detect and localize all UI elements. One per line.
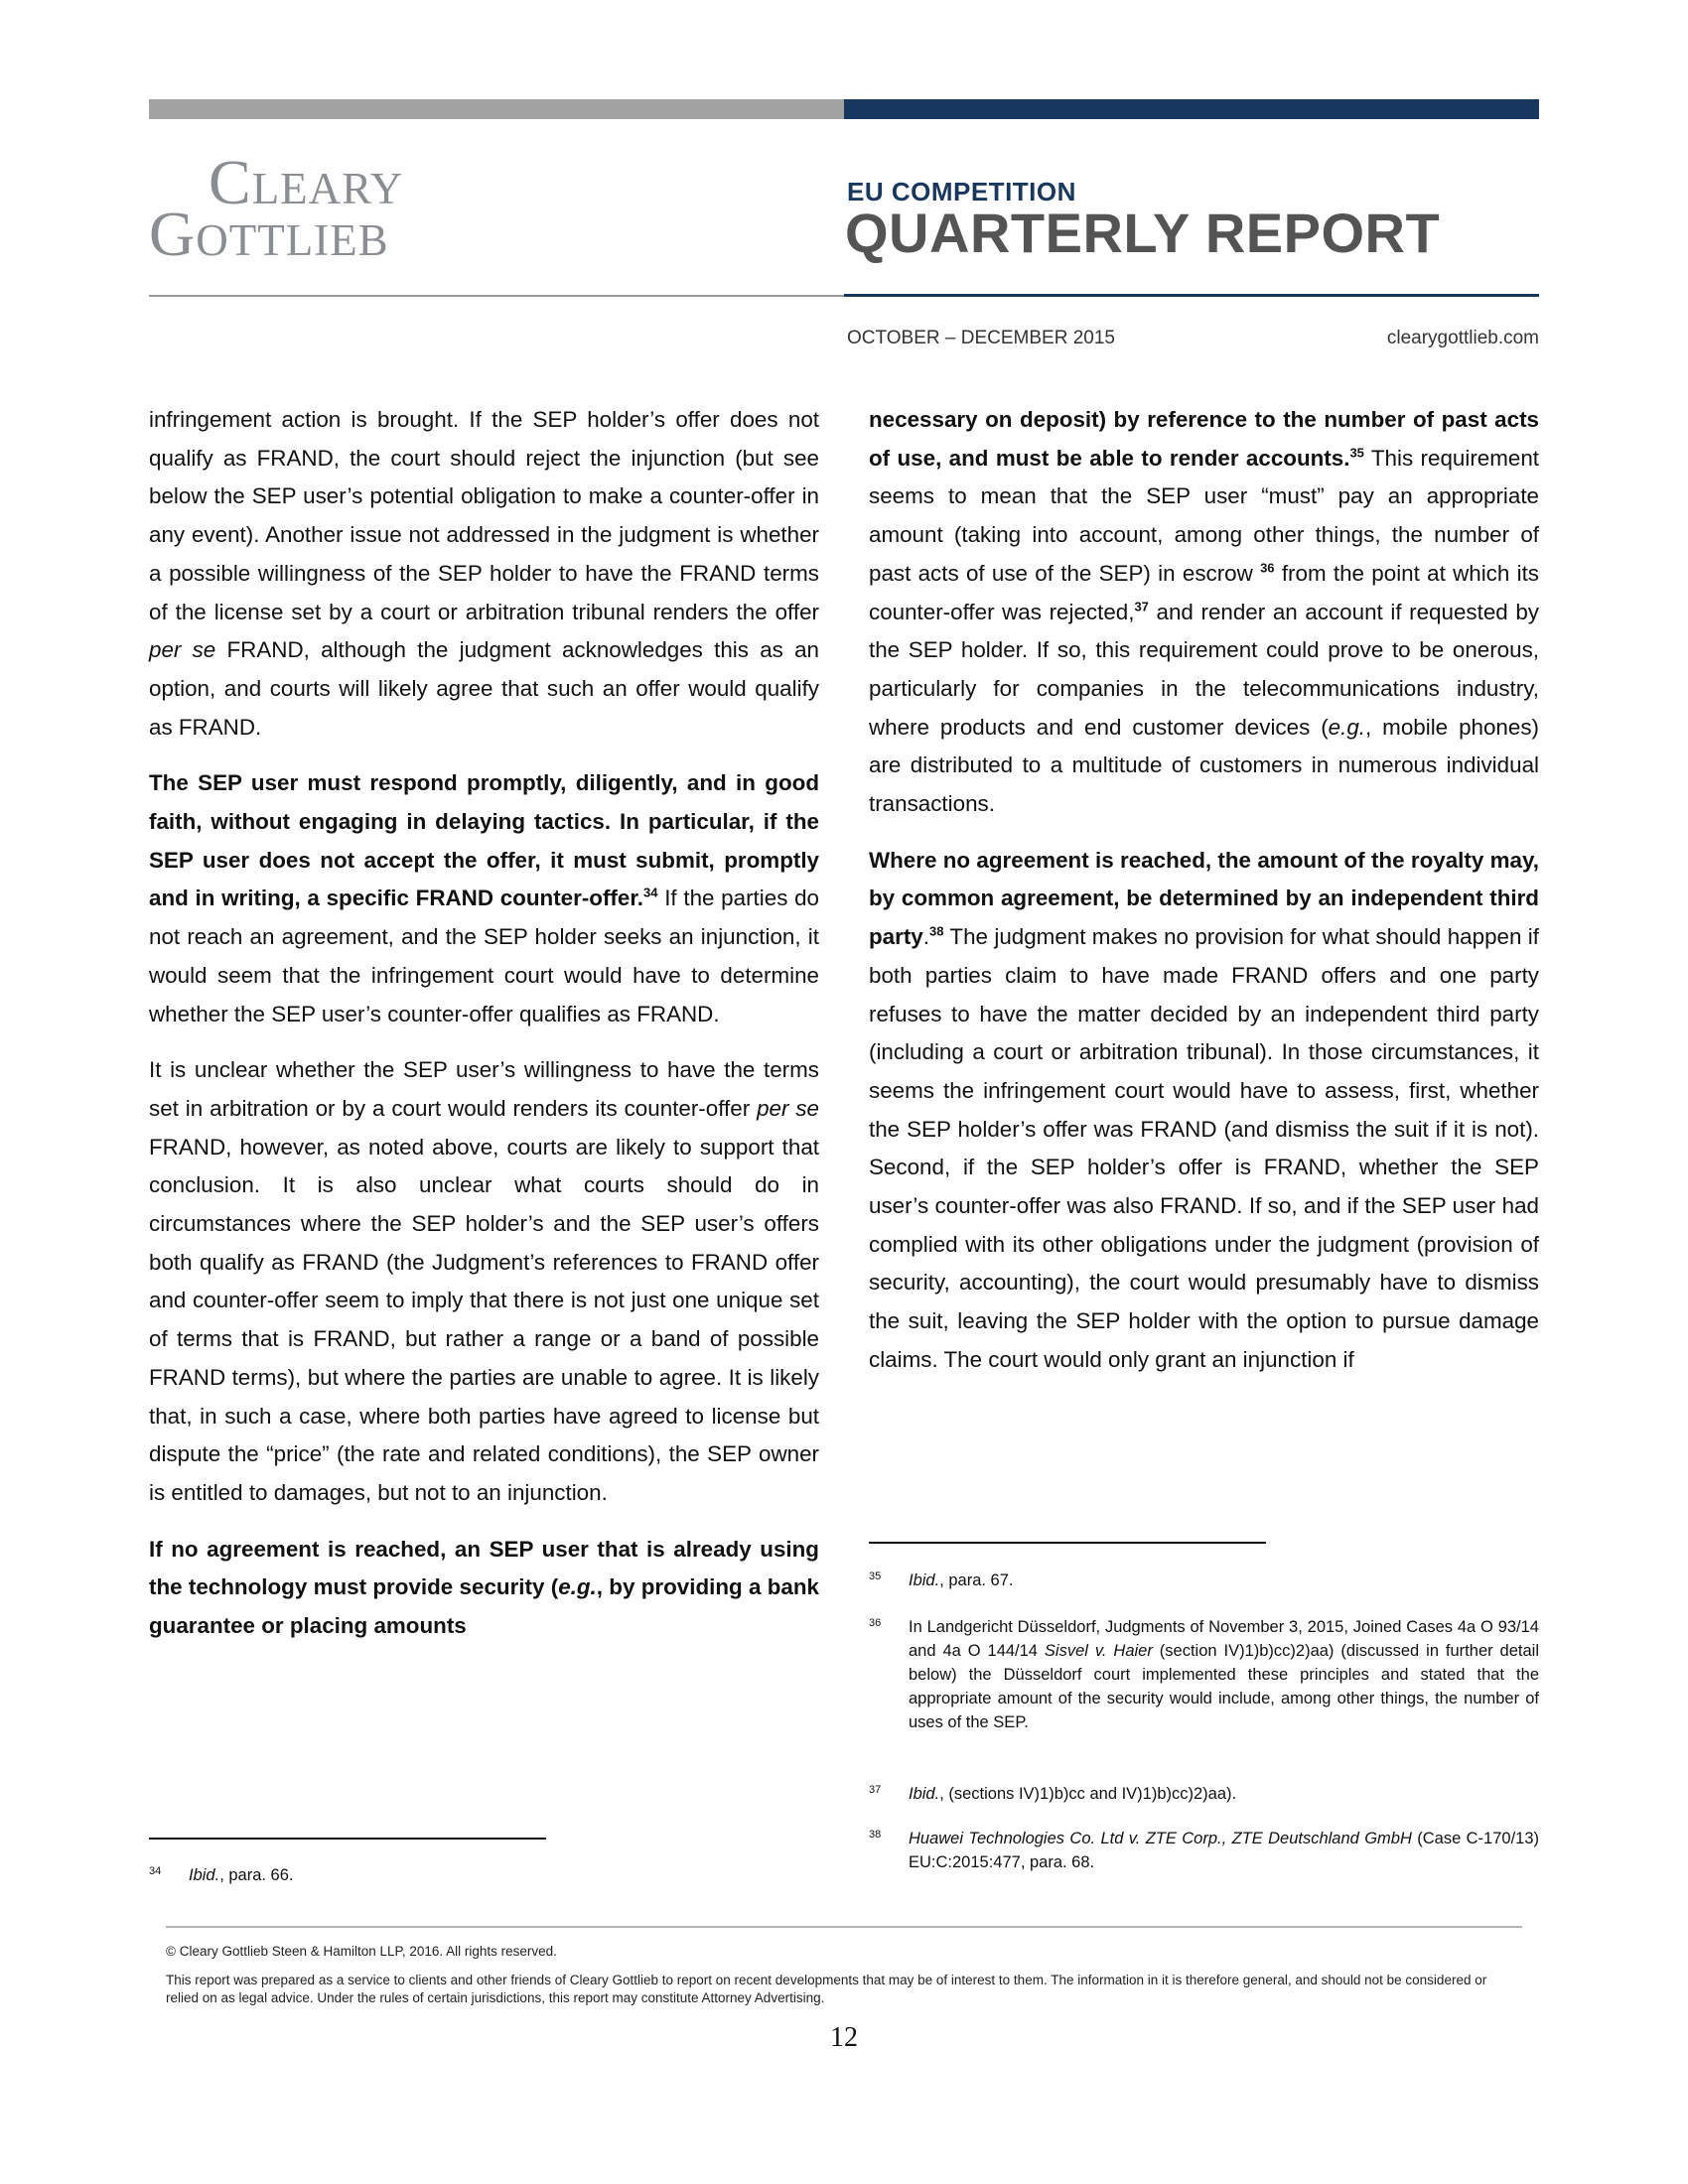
italic-run: Sisvel v. Haier [1044, 1642, 1153, 1660]
footer-rule [166, 1926, 1522, 1928]
footnote-34 [149, 1863, 819, 1887]
eu-competition-label: EU COMPETITION [847, 177, 1076, 206]
right-paragraph-1 [869, 401, 1539, 824]
right-paragraph-2 [869, 842, 1539, 1380]
left-column [149, 401, 819, 1664]
left-footnote-rule [149, 1838, 546, 1840]
text-run: The judgment makes no provision for what should happen if both parties claim to have made FRAND offers and one party refuses to have the matter decided by an independent third party (including a court or arbitration tribunal). In those circumstances, it seems the infringement court would have to assess, first, whether the SEP holder’s offer was FRAND (and dismiss the suit if it is not). Second, if the SEP holder’s offer is FRAND, whether the SEP user’s counter-offer was also FRAND. If so, and if the SEP user had complied with its other obligations under the judgment (provision of security, accounting), the court would presumably have to dismiss the suit, leaving the SEP holder with the option to pursue damage claims. The court would only grant an injunction if [869, 924, 1539, 1372]
bold-run: Where no agreement is reached, the amount of the royalty may, by common agreement, be determined by an independent third party [869, 847, 1539, 950]
text-run: infringement action is brought. If the SEP holder’s offer does not qualify as FRAND, the court should reject the injunction (but see below the SEP user’s potential obligation to make a counter-offer in any event). Another issue not addressed in the judgment is whether a possible willingness of the SEP holder to have the FRAND terms of the license set by a court or arbitration tribunal renders the offer [149, 407, 819, 624]
cleary-gottlieb-logo [149, 147, 404, 269]
left-paragraph-4 [149, 1531, 819, 1646]
italic-run: per se [757, 1095, 819, 1121]
footnote-ref-38[interactable]: 38 [929, 923, 944, 939]
footnote-text: , para. 67. [939, 1571, 1014, 1589]
text-run: . [922, 924, 929, 950]
footnote-text: , para. 66. [219, 1866, 294, 1884]
bold-run: necessary on deposit) by reference to the number of past acts of use, and must be able to render accounts. [869, 407, 1539, 471]
header-navy-bar [844, 99, 1539, 119]
footnote-ref-35[interactable]: 35 [1349, 445, 1364, 461]
page-number: 12 [830, 2022, 858, 2053]
disclaimer: This report was prepared as a service to clients and other friends of Cleary Gottlieb to report on recent developments that may be of interest to them. The information in it is therefore general, and should not be considered or relied on as legal advice. Under the rules of certain jurisdictions, this report may constitute Attorney Advertising. [166, 1973, 1487, 2005]
bold-run: If no agreement is reached, an SEP user that is already using the technology must provide security ( [149, 1536, 819, 1600]
text-run: and render an account if requested by the SEP holder. If so, this requirement could prove to be onerous, particularly for companies in the telecommunications industry, where products and end customer devices ( [869, 599, 1539, 740]
header-grey-bar [149, 99, 844, 119]
right-column [869, 401, 1539, 1398]
text-run: It is unclear whether the SEP user’s willingness to have the terms set in arbitration or by a court would renders its counter-offer [149, 1057, 819, 1121]
text-run: FRAND, although the judgment acknowledges this as an option, and courts will likely agree that such an offer would qualify as FRAND. [149, 637, 819, 740]
italic-run: Ibid. [909, 1571, 940, 1589]
bold-run: The SEP user must respond promptly, diligently, and in good faith, without engaging in delaying tactics. In particular, if the SEP user does not accept the offer, it must submit, promptly and in writing, a specific FRAND counter-offer. [149, 770, 819, 911]
footnote-ref-34[interactable]: 34 [643, 885, 658, 900]
bold-italic-run: e.g. [558, 1574, 597, 1600]
text-run: This requirement seems to mean that the SEP user “must” pay an appropriate amount (taking into account, among other things, the number of past acts of use of the SEP) in escrow [869, 445, 1540, 586]
header-rule-grey [149, 295, 844, 297]
footnote-text: (Case C-170/13) EU:C:2015:477, para. 68. [909, 1830, 1539, 1871]
logo-line-1: Cleary [209, 147, 404, 217]
report-title: QUARTERLY REPORT [845, 202, 1441, 264]
italic-run: Ibid. [189, 1866, 220, 1884]
footnote-number: 36 [869, 1617, 882, 1629]
italic-run: per se [149, 637, 216, 663]
website-link[interactable]: clearygottlieb.com [1386, 328, 1539, 348]
left-paragraph-1 [149, 401, 819, 747]
italic-run: e.g. [1328, 714, 1366, 740]
logo-line-2: Gottlieb [149, 199, 389, 269]
left-paragraph-2 [149, 764, 819, 1033]
right-footnote-rule [869, 1542, 1266, 1544]
text-run: from the point at which its counter-offer was rejected, [869, 560, 1539, 624]
footnote-number: 38 [869, 1829, 882, 1841]
italic-run: Ibid. [909, 1785, 940, 1803]
text-run: , mobile phones) are distributed to a multitude of customers in numerous individual transactions. [869, 714, 1539, 817]
text-run: If the parties do not reach an agreement, and the SEP holder seeks an injunction, it would seem that the infringement court would have to determine whether the SEP user’s counter-offer qualifies as FRAND. [149, 886, 819, 1026]
date-range: OCTOBER – DECEMBER 2015 [847, 328, 1115, 348]
italic-run: Huawei Technologies Co. Ltd v. ZTE Corp., ZTE Deutschland GmbH [909, 1830, 1412, 1847]
footnote-text: , (sections IV)1)b)cc and IV)1)b)cc)2)aa). [939, 1785, 1237, 1803]
footnote-37 [869, 1782, 1539, 1806]
footnote-number: 35 [869, 1570, 882, 1582]
footnote-ref-36[interactable]: 36 [1260, 560, 1275, 576]
footnote-36 [869, 1615, 1539, 1734]
left-paragraph-3 [149, 1051, 819, 1512]
text-run: FRAND, however, as noted above, courts are likely to support that conclusion. It is also unclear what courts should do in circumstances where the SEP holder’s and the SEP user’s offers both qualify as FRAND (the Judgment’s references to FRAND offer and counter-offer seem to imply that there is not just one unique set of terms that is FRAND, but rather a range or a band of possible FRAND terms), but where the parties are unable to agree. It is likely that, in such a case, where both parties have agreed to license but dispute the “price” (the rate and related conditions), the SEP owner is entitled to damages, but not to an injunction. [149, 1134, 819, 1505]
footnote-35 [869, 1569, 1539, 1592]
copyright-notice: © Cleary Gottlieb Steen & Hamilton LLP, 2016. All rights reserved. [166, 1944, 557, 1959]
footnote-text: (section IV)1)b)cc)2)aa) (discussed in further detail below) the Düsseldorf court implemented these principles and stated that the appropriate amount of the security would include, among other things, the number of uses of the SEP. [909, 1642, 1539, 1731]
footnote-number: 34 [149, 1865, 162, 1877]
footnote-text: In Landgericht Düsseldorf, Judgments of November 3, 2015, Joined Cases 4a O 93/14 and 4a O 144/14 [909, 1618, 1539, 1660]
footnote-ref-37[interactable]: 37 [1134, 599, 1149, 614]
header-rule-navy [844, 294, 1539, 297]
bold-run: , by providing a bank guarantee or placing amounts [149, 1574, 819, 1639]
footnote-number: 37 [869, 1784, 882, 1796]
footnote-38 [869, 1827, 1539, 1874]
